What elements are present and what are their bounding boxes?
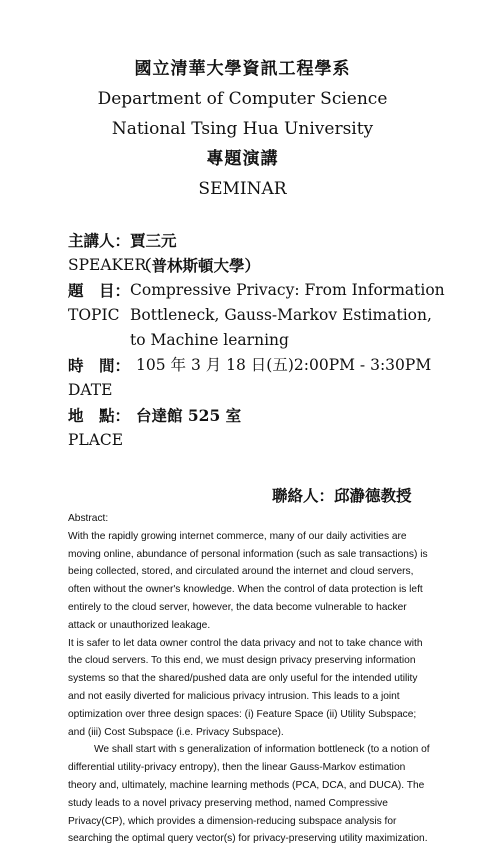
department-name-en: Department of Computer Science <box>97 89 388 109</box>
topic-label-en: TOPIC <box>68 306 120 324</box>
talk-type-zh: 專題演講 <box>206 149 279 169</box>
place-en-row <box>68 428 468 453</box>
abstract-section <box>68 510 432 848</box>
abstract-heading: Abstract: <box>68 513 109 524</box>
date-label-en: DATE <box>68 381 113 399</box>
talk-type-en: SEMINAR <box>198 179 287 199</box>
speaker-name: 賈三元 <box>130 231 177 250</box>
abstract-paragraph-1: With the rapidly growing internet commerce, many of our daily activities are moving online, abundance of personal information (such as sale transactions) is being collected, stored, and circulated around the internet and cloud servers, often without the owner's knowledge. When the control of data protection is left entirely to the cloud server, however, the data become vulnerable to hacker attack or unauthorized leakage. <box>68 530 428 631</box>
place-value: 台達館 525 室 <box>136 406 242 425</box>
date-row <box>68 378 468 403</box>
topic-title-line-2: Bottleneck, Gauss-Markov Estimation, <box>130 306 432 324</box>
time-value: 105 年 3 月 18 日(五)2:00PM - 3:30PM <box>136 356 432 374</box>
topic-line3-row <box>68 328 468 353</box>
abstract-paragraph-2: It is safer to let data owner control the data privacy and not to take chance with the cloud servers. To this end, we must design privacy preserving information systems so that the shared/pushed data are only useful for the intended utility and not easily diverted for malicious privacy intrusion. This leads to a joint optimization over three design spaces: (i) Feature Space (ii) Utility Subspace; and (iii) Cost Subspace (i.e. Privacy Subspace). <box>68 637 423 738</box>
speaker-affiliation: （普林斯頓大學） <box>136 256 261 275</box>
contact-label: 聯絡人： <box>272 486 335 505</box>
place-label-zh: 地 點： <box>68 406 131 425</box>
department-name-zh: 國立清華大學資訊工程學系 <box>134 59 351 79</box>
time-label-zh: 時 間： <box>68 356 131 375</box>
topic-en-row <box>68 303 468 328</box>
topic-title-line-3: to Machine learning <box>130 331 289 349</box>
topic-row <box>68 278 468 303</box>
announcement-header <box>0 54 485 204</box>
speaker-label-zh: 主講人： <box>68 231 131 250</box>
topic-title-line-1: Compressive Privacy: From Information <box>130 281 445 299</box>
speaker-label-en: SPEAKER <box>68 256 147 274</box>
abstract-paragraph-3: We shall start with s generalization of information bottleneck (to a notion of differential utility-privacy entropy), then the linear Gauss-Markov estimation theory and, ultimately, machine learning methods (PCA, DCA, and DUCA). The study leads to a novel privacy preserving method, named Compressive Privacy(CP), which provides a dimension-reducing subspace analysis for searching the optimal query vector(s) for privacy-preserving utility maximization. <box>68 744 430 845</box>
time-row <box>68 353 468 378</box>
university-name-en: National Tsing Hua University <box>111 119 374 139</box>
contact-name: 邱瀞德教授 <box>334 486 412 505</box>
speaker-row <box>68 228 468 253</box>
place-label-en: PLACE <box>68 431 124 449</box>
event-details <box>68 228 468 453</box>
speaker-en-row <box>68 253 468 278</box>
place-row <box>68 403 468 428</box>
contact-person <box>272 484 412 506</box>
topic-label-zh: 題 目： <box>68 281 131 300</box>
